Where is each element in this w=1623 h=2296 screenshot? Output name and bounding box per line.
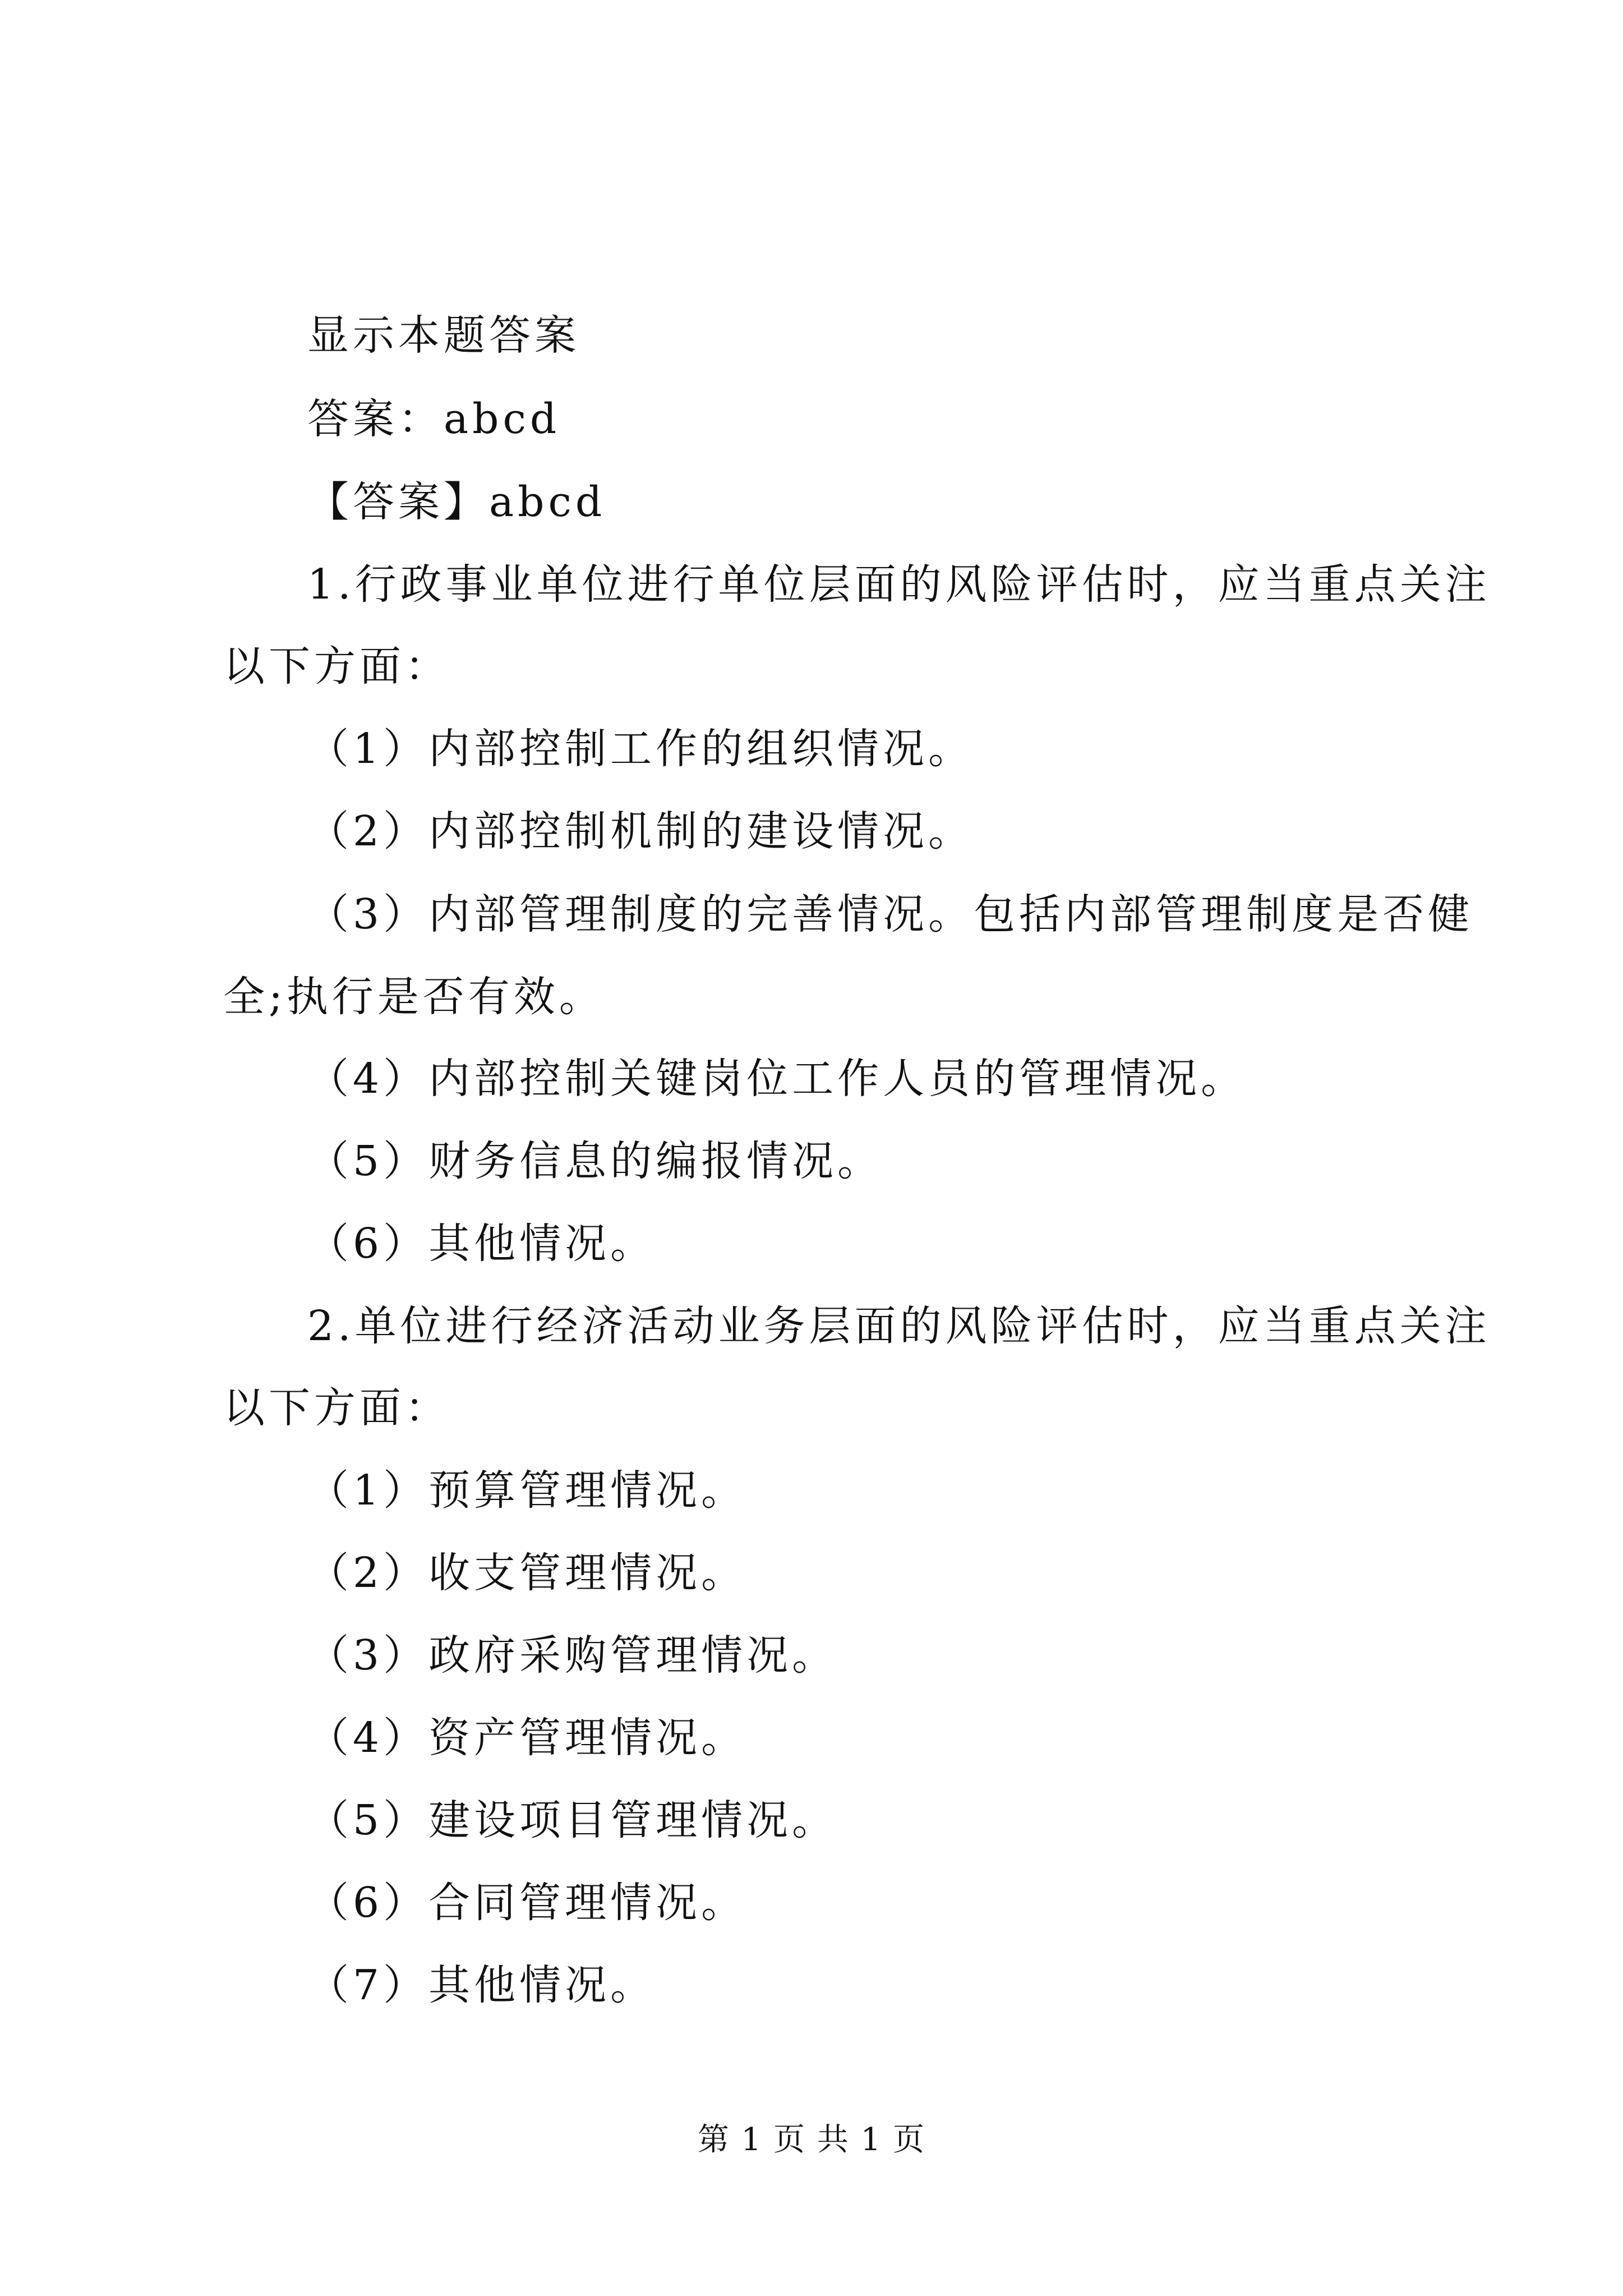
list-item: （2）内部控制机制的建设情况。 [307,807,974,855]
paragraph-1-line-2: 以下方面： [223,642,450,691]
list-item: （6）其他情况。 [307,1220,656,1268]
list-item: （4）资产管理情况。 [307,1714,747,1762]
page-footer: 第 1 页 共 1 页 [697,2122,926,2158]
list-item-continuation: 全;执行是否有效。 [223,973,605,1021]
answer-line: 答案：abcd [307,395,561,443]
show-answer-text: 显示本题答案 [307,311,580,360]
paragraph-2-line-1: 2.单位进行经济活动业务层面的风险评估时，应当重点关注 [307,1302,1491,1350]
list-item: （4）内部控制关键岗位工作人员的管理情况。 [307,1055,1247,1103]
paragraph-1-line-1: 1.行政事业单位进行单位层面的风险评估时，应当重点关注 [307,560,1491,609]
list-item: （5）财务信息的编报情况。 [307,1137,883,1185]
list-item: （3）内部管理制度的完善情况。包括内部管理制度是否健 [307,890,1474,938]
list-item: （6）合同管理情况。 [307,1879,747,1927]
list-item: （3）政府采购管理情况。 [307,1631,838,1680]
list-item: （5）建设项目管理情况。 [307,1796,838,1844]
paragraph-2-line-2: 以下方面： [223,1384,450,1432]
list-item: （1）预算管理情况。 [307,1466,747,1515]
list-item: （1）内部控制工作的组织情况。 [307,725,974,773]
list-item: （7）其他情况。 [307,1961,656,2009]
list-item: （2）收支管理情况。 [307,1549,747,1597]
bracket-answer-line: 【答案】abcd [307,478,606,526]
